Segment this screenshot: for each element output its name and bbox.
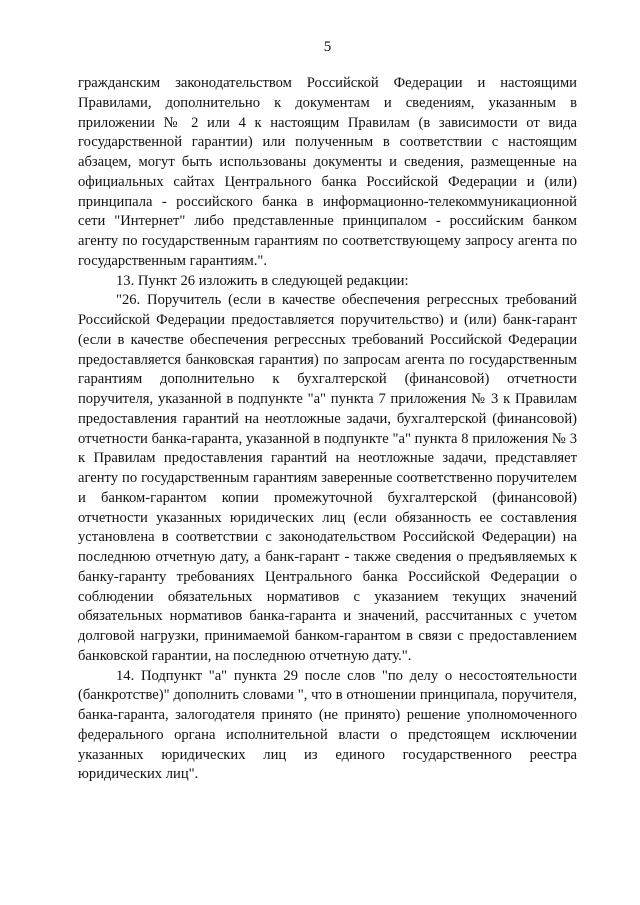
page-number: 5 xyxy=(323,39,332,55)
paragraph-item-26: "26. Поручитель (если в качестве обеспечения регрессных требований Российской Федерации предоставляется поручительство) и (или) банк-гарант (если в качестве обеспечения регрессных требований Российской Федерации предоставляется банковская гарантия) по запросам агента по государственным гарантиям дополнительно к бухгалтерской (финансовой) отчетности поручителя, указанной в подпункте "а" пункта 7 приложения № 3 к Правилам предоставления гарантий на неотложные задачи, бухгалтерской (финансовой) отчетности банка-гаранта, указанной в подпункте "а" пункта 8 приложения № 3 к Правилам предоставления гарантий на неотложные задачи, представляет агенту по государственным гарантиям заверенные соответственно поручителем и банком-гарантом копии промежуточной бухгалтерской (финансовой) отчетности указанных юридических лиц (если обязанность ее составления установлена в соответствии с законодательством Российской Федерации) на последнюю отчетную дату, а банк-гарант - также сведения о предъявляемых к банку-гаранту требованиях Центрального банка Российской Федерации о соблюдении обязательных нормативов с указанием текущих значений обязательных нормативов банка-гаранта и значений, рассчитанных с учетом долговой нагрузки, принимаемой банком-гарантом в связи с предоставлением банковской гарантии, на последнюю отчетную дату.". xyxy=(78,292,577,664)
paragraph-continuation: гражданским законодательством Российской Федерации и настоящими Правилами, дополнительно к документам и сведениям, указанным в приложении № 2 или 4 к настоящим Правилам (в зависимости от вида государственной гарантии) или полученным в соответствии с настоящим абзацем, могут быть использованы документы и сведения, размещенные на официальных сайтах Центрального банка Российской Федерации и (или) принципала - российского банка в информационно-телекоммуникационной сети "Интернет" либо представленные принципалом - российским банком агенту по государственным гарантиям по соответствующему запросу агента по государственным гарантиям.". xyxy=(78,75,577,269)
paragraph-item-13: 13. Пункт 26 изложить в следующей редакции: xyxy=(116,272,409,289)
paragraph-item-14: 14. Подпункт "а" пункта 29 после слов "по делу о несостоятельности (банкротстве)" дополнить словами ", что в отношении принципала, поручителя, банка-гаранта, залогодателя принято (не принято) решение уполномоченного федерального органа исполнительной власти о предстоящем исключении указанных юридических лиц из единого государственного реестра юридических лиц". xyxy=(78,667,577,783)
